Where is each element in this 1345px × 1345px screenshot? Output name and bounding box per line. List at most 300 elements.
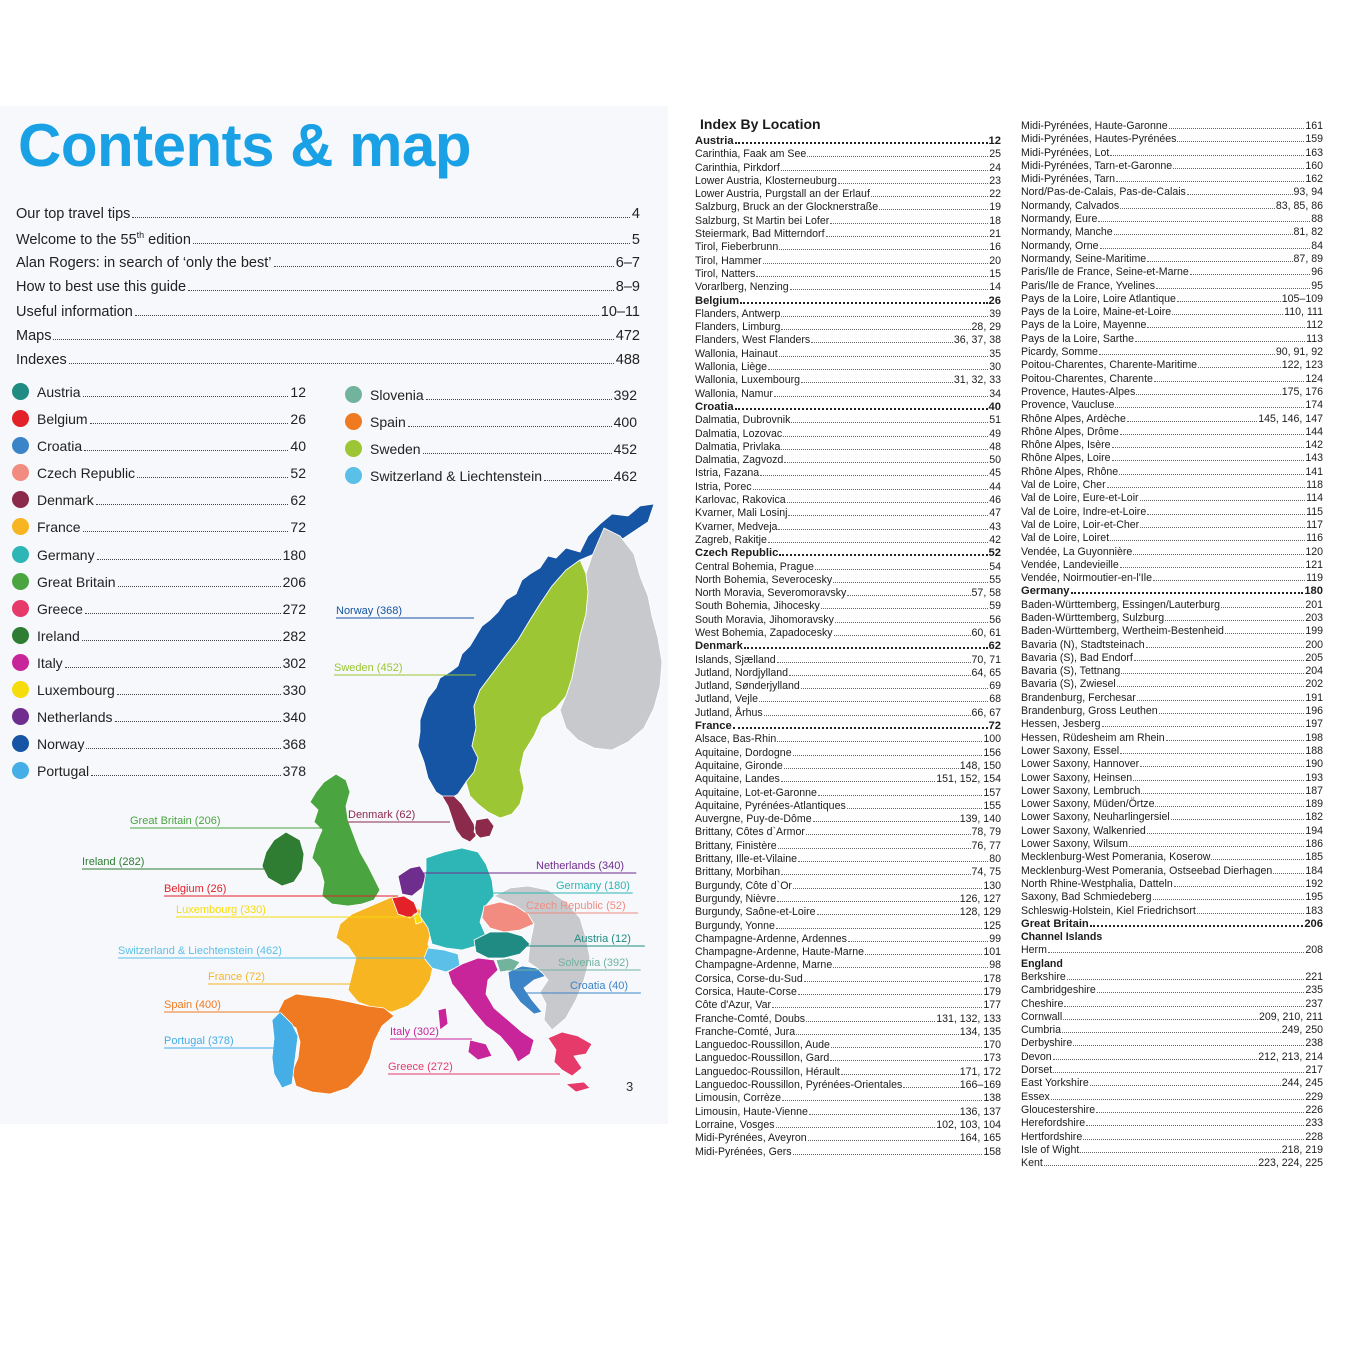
- index-entry[interactable]: [1021, 1157, 1323, 1170]
- index-entry[interactable]: [1021, 173, 1323, 186]
- dot-leader: [793, 755, 983, 756]
- index-entry-page: 22: [989, 188, 1001, 201]
- index-entry[interactable]: [695, 973, 1001, 986]
- index-entry[interactable]: [695, 1039, 1001, 1052]
- index-entry-page: 134, 135: [959, 1025, 1001, 1038]
- index-entry-name: Istria, Porec: [695, 480, 752, 493]
- index-entry[interactable]: [695, 787, 1001, 800]
- dot-leader: [1154, 381, 1304, 382]
- map-label-ireland: Ireland (282): [82, 856, 145, 868]
- dot-leader: [787, 502, 989, 503]
- index-entry[interactable]: [1021, 745, 1323, 758]
- index-entry[interactable]: [1021, 253, 1323, 266]
- index-entry-page: 55: [989, 573, 1001, 586]
- dot-leader: [1112, 447, 1305, 448]
- dot-leader: [1129, 846, 1304, 847]
- index-entry[interactable]: [1021, 532, 1323, 545]
- index-entry-name: Dalmatia, Zagvozd: [695, 454, 784, 467]
- index-entry[interactable]: [695, 574, 1001, 587]
- map-label-slovenia: Solvenia (392): [558, 957, 629, 969]
- index-entry-page: 185: [1305, 851, 1323, 864]
- index-entry-page: 18: [989, 214, 1001, 227]
- index-entry[interactable]: [1021, 439, 1323, 452]
- country-page: 462: [613, 468, 637, 485]
- index-entry[interactable]: [695, 1092, 1001, 1105]
- map-label-belgium: Belgium (26): [164, 883, 227, 895]
- index-entry[interactable]: [1021, 546, 1323, 559]
- index-entry-name: Herefordshire: [1021, 1117, 1086, 1130]
- index-entry[interactable]: [695, 986, 1001, 999]
- country-name: Switzerland & Liechtenstein: [370, 468, 542, 485]
- index-entry-page: 238: [1305, 1037, 1323, 1050]
- index-entry-name: Brittany, Finistère: [695, 839, 777, 852]
- index-entry-name: Midi-Pyrénées, Gers: [695, 1145, 792, 1158]
- index-entry-page: 100: [983, 733, 1001, 746]
- index-entry[interactable]: [1021, 266, 1323, 279]
- dot-leader: [1102, 726, 1305, 727]
- dot-leader: [788, 515, 988, 516]
- country-name: Sweden: [370, 441, 421, 458]
- index-entry[interactable]: [695, 1052, 1001, 1065]
- dot-leader: [817, 914, 959, 915]
- index-entry[interactable]: [695, 600, 1001, 613]
- index-entry[interactable]: [1021, 732, 1323, 745]
- index-entry[interactable]: [695, 374, 1001, 387]
- index-entry[interactable]: [695, 1026, 1001, 1039]
- index-entry-page: 110, 111: [1284, 306, 1323, 319]
- index-entry[interactable]: [695, 162, 1001, 175]
- index-entry-page: 202: [1305, 678, 1323, 691]
- index-entry[interactable]: [695, 148, 1001, 161]
- index-entry[interactable]: [695, 388, 1001, 401]
- dot-leader: [1120, 208, 1275, 209]
- dot-leader: [1153, 580, 1305, 581]
- index-entry[interactable]: [1021, 758, 1323, 771]
- index-entry-name: Midi-Pyrénées, Aveyron: [695, 1132, 807, 1145]
- index-entry[interactable]: [1021, 1104, 1323, 1117]
- dot-leader: [871, 196, 988, 197]
- dot-leader: [1165, 620, 1304, 621]
- index-entry-page: 44: [989, 480, 1001, 493]
- dot-leader: [1141, 793, 1304, 794]
- index-entry-page: 196: [1305, 705, 1323, 718]
- dot-leader: [879, 209, 988, 210]
- index-entry[interactable]: [695, 1146, 1001, 1159]
- index-country-heading[interactable]: [695, 547, 1001, 560]
- dot-leader: [781, 449, 988, 450]
- index-entry-page: 46: [989, 494, 1001, 507]
- index-entry-name: Franche-Comté, Doubs: [695, 1012, 806, 1025]
- index-entry[interactable]: [1021, 639, 1323, 652]
- index-entry-page: 60, 61: [971, 626, 1001, 639]
- index-entry[interactable]: [1021, 705, 1323, 718]
- index-entry[interactable]: [1021, 200, 1323, 213]
- index-entry[interactable]: [1021, 426, 1323, 439]
- index-entry[interactable]: [695, 760, 1001, 773]
- index-entry[interactable]: [695, 1132, 1001, 1145]
- dot-leader: [768, 369, 988, 370]
- index-entry[interactable]: [695, 507, 1001, 520]
- index-entry[interactable]: [1021, 1131, 1323, 1144]
- dot-leader: [753, 489, 989, 490]
- dot-leader: [1225, 633, 1304, 634]
- index-entry-name: Picardy, Somme: [1021, 346, 1098, 359]
- map-label-netherlands: Netherlands (340): [536, 860, 625, 872]
- dot-leader: [1116, 181, 1304, 182]
- index-entry[interactable]: [1021, 838, 1323, 851]
- index-entry[interactable]: [695, 654, 1001, 667]
- index-entry[interactable]: [1021, 678, 1323, 691]
- index-entry-name: Aquitaine, Lot-et-Garonne: [695, 786, 817, 799]
- country-page: 72: [290, 519, 306, 536]
- index-entry-name: Limousin, Corrèze: [695, 1092, 781, 1105]
- index-entry[interactable]: [1021, 718, 1323, 731]
- index-entry[interactable]: [695, 201, 1001, 214]
- index-entry-name: Carinthia, Pirkdorf: [695, 161, 780, 174]
- index-entry[interactable]: [695, 627, 1001, 640]
- index-country-heading[interactable]: [695, 401, 1001, 414]
- index-entry[interactable]: [695, 920, 1001, 933]
- index-country-heading[interactable]: [695, 720, 1001, 733]
- index-entry-page: 174: [1305, 399, 1323, 412]
- index-entry-page: 226: [1305, 1103, 1323, 1116]
- index-entry-page: 124: [1305, 372, 1323, 385]
- index-entry[interactable]: [1021, 452, 1323, 465]
- index-entry[interactable]: [695, 215, 1001, 228]
- dot-leader: [791, 422, 988, 423]
- index-entry[interactable]: [1021, 213, 1323, 226]
- index-entry-name: Midi-Pyrénées, Tarn-et-Garonne: [1021, 159, 1173, 172]
- index-entry[interactable]: [1021, 386, 1323, 399]
- index-entry-name: Brittany, Ille-et-Vilaine: [695, 853, 798, 866]
- country-page: 282: [282, 627, 306, 644]
- index-entry-page: 125: [983, 919, 1001, 932]
- index-entry[interactable]: [695, 1013, 1001, 1026]
- index-entry-name: Vendée, Landevieille: [1021, 558, 1119, 571]
- dot-leader: [801, 688, 988, 689]
- index-entry[interactable]: [695, 946, 1001, 959]
- map-label-sweden: Sweden (452): [334, 662, 403, 674]
- index-entry[interactable]: [1021, 399, 1323, 412]
- index-entry[interactable]: [1021, 891, 1323, 904]
- index-entry[interactable]: [695, 1106, 1001, 1119]
- index-entry[interactable]: [695, 255, 1001, 268]
- index-entry[interactable]: [695, 467, 1001, 480]
- index-entry[interactable]: [695, 707, 1001, 720]
- country-page: 452: [613, 441, 637, 458]
- index-entry-page: 144: [1305, 425, 1323, 438]
- index-entry-name: Lower Saxony, Müden/Örtze: [1021, 798, 1155, 811]
- index-entry-name: Lower Saxony, Essel: [1021, 744, 1120, 757]
- index-entry[interactable]: [695, 733, 1001, 746]
- index-entry-page: 80: [989, 853, 1001, 866]
- index-entry-page: 31, 32, 33: [953, 374, 1001, 387]
- index-entry[interactable]: [1021, 625, 1323, 638]
- index-entry-page: 117: [1306, 518, 1323, 531]
- index-entry[interactable]: [695, 667, 1001, 680]
- country-name: Greece: [37, 600, 83, 617]
- index-entry-name: Cambridgeshire: [1021, 984, 1096, 997]
- index-entry-page: 143: [1305, 452, 1323, 465]
- dot-leader: [781, 329, 970, 330]
- country-name: Denmark: [37, 492, 94, 509]
- index-entry-name: Jutland, Nordjylland: [695, 666, 789, 679]
- dot-leader: [835, 622, 988, 623]
- index-entry-name: Belgium: [695, 294, 740, 307]
- index-entry[interactable]: [1021, 612, 1323, 625]
- index-entry[interactable]: [1021, 1117, 1323, 1130]
- dot-leader: [1097, 992, 1305, 993]
- index-entry[interactable]: [695, 959, 1001, 972]
- country-page: 180: [282, 546, 306, 563]
- index-entry[interactable]: [1021, 280, 1323, 293]
- index-entry[interactable]: [695, 494, 1001, 507]
- index-entry-name: Bavaria (N), Stadtsteinach: [1021, 638, 1145, 651]
- index-country-heading[interactable]: [1021, 585, 1323, 598]
- index-entry-page: 198: [1305, 731, 1323, 744]
- index-entry-page: 233: [1305, 1117, 1323, 1130]
- index-entry[interactable]: [695, 906, 1001, 919]
- index-entry[interactable]: [1021, 413, 1323, 426]
- index-entry[interactable]: [695, 826, 1001, 839]
- dot-leader: [1064, 1006, 1304, 1007]
- index-entry[interactable]: [1021, 798, 1323, 811]
- index-entry[interactable]: [1021, 147, 1323, 160]
- index-entry[interactable]: [695, 228, 1001, 241]
- index-country-heading[interactable]: [1021, 918, 1323, 931]
- index-entry-name: Vendée, Noirmoutier-en-l'Ile: [1021, 572, 1152, 585]
- index-entry-name: Derbyshire: [1021, 1037, 1073, 1050]
- index-entry-page: 131, 132, 133: [936, 1012, 1001, 1025]
- country-name: Slovenia: [370, 387, 424, 403]
- index-entry-page: 96: [1311, 266, 1323, 279]
- index-entry[interactable]: [1021, 998, 1323, 1011]
- index-entry[interactable]: [1021, 865, 1323, 878]
- index-entry[interactable]: [1021, 878, 1323, 891]
- dot-leader: [1187, 194, 1293, 195]
- index-entry-name: Jutland, Århus: [695, 706, 763, 719]
- country-page: 330: [282, 682, 306, 699]
- index-entry[interactable]: [695, 813, 1001, 826]
- index-entry[interactable]: [1021, 825, 1323, 838]
- index-entry[interactable]: [1021, 811, 1323, 824]
- index-entry-page: 164, 165: [959, 1132, 1001, 1145]
- map-label-croatia: Croatia (40): [570, 980, 629, 992]
- index-entry-name: Languedoc-Roussillon, Gard: [695, 1052, 830, 1065]
- index-entry[interactable]: [1021, 120, 1323, 133]
- index-entry[interactable]: [1021, 1064, 1323, 1077]
- index-entry[interactable]: [695, 361, 1001, 374]
- dot-leader: [1120, 567, 1305, 568]
- map-label-austria: Austria (12): [574, 933, 631, 945]
- dot-leader: [1115, 407, 1304, 408]
- index-entry-page: 212, 213, 214: [1258, 1050, 1323, 1063]
- dot-leader: [1107, 487, 1306, 488]
- index-entry-name: Normandy, Orne: [1021, 239, 1099, 252]
- index-entry[interactable]: [695, 188, 1001, 201]
- dot-leader: [1135, 341, 1305, 342]
- index-entry[interactable]: [695, 308, 1001, 321]
- toc-entry-label: Maps: [16, 327, 52, 344]
- index-entry-name: Flanders, Antwerp: [695, 307, 781, 320]
- index-entry[interactable]: [1021, 1024, 1323, 1037]
- index-entry[interactable]: [1021, 559, 1323, 572]
- index-entry-page: 179: [983, 986, 1001, 998]
- index-entry[interactable]: [695, 693, 1001, 706]
- index-entry[interactable]: [695, 840, 1001, 853]
- index-entry[interactable]: [695, 1119, 1001, 1132]
- index-entry[interactable]: [1021, 1144, 1323, 1157]
- index-entry-name: Tirol, Fieberbrunn: [695, 241, 779, 254]
- index-entry[interactable]: [1021, 1037, 1323, 1050]
- index-entry[interactable]: [1021, 692, 1323, 705]
- map-great-britain: [310, 774, 380, 906]
- index-entry-page: 175, 176: [1281, 385, 1323, 398]
- index-entry[interactable]: [695, 880, 1001, 893]
- index-entry[interactable]: [695, 561, 1001, 574]
- index-entry-page: 195: [1305, 891, 1323, 904]
- index-entry-page: 177: [983, 999, 1001, 1012]
- index-entry-name: Burgundy, Côte d`Or: [695, 879, 792, 892]
- index-entry-page: 47: [989, 507, 1001, 520]
- index-entry[interactable]: [1021, 226, 1323, 239]
- index-entry-name: Jutland, Vejle: [695, 693, 759, 706]
- index-entry[interactable]: [695, 441, 1001, 454]
- index-entry[interactable]: [695, 747, 1001, 760]
- index-entry[interactable]: [1021, 319, 1323, 332]
- index-entry[interactable]: [1021, 346, 1323, 359]
- dot-leader: [1174, 886, 1305, 887]
- index-entry[interactable]: [1021, 240, 1323, 253]
- dot-leader: [779, 249, 988, 250]
- index-entry[interactable]: [695, 175, 1001, 188]
- index-entry[interactable]: [695, 853, 1001, 866]
- index-entry-name: Provence, Vaucluse: [1021, 399, 1115, 412]
- index-entry-page: 204: [1305, 665, 1323, 678]
- index-entry-page: 64, 65: [971, 666, 1001, 679]
- index-entry-page: 118: [1306, 479, 1323, 492]
- index-entry[interactable]: [695, 534, 1001, 547]
- index-entry-page: 25: [989, 148, 1001, 161]
- index-entry[interactable]: [695, 680, 1001, 693]
- index-entry[interactable]: [1021, 1091, 1323, 1104]
- index-entry[interactable]: [1021, 160, 1323, 173]
- index-entry[interactable]: [695, 521, 1001, 534]
- index-entry[interactable]: [1021, 506, 1323, 519]
- index-entry[interactable]: [1021, 785, 1323, 798]
- index-entry-name: Auvergne, Puy-de-Dôme: [695, 813, 812, 826]
- toc-entry-label: Alan Rogers: in search of ‘only the best’: [16, 254, 272, 271]
- index-entry-name: Gloucestershire: [1021, 1103, 1096, 1116]
- dot-leader: [1169, 128, 1305, 129]
- index-entry-page: 148, 150: [959, 759, 1001, 772]
- index-entry-page: 237: [1305, 997, 1323, 1010]
- index-country-heading[interactable]: [695, 640, 1001, 653]
- index-entry[interactable]: [695, 428, 1001, 441]
- index-entry[interactable]: [1021, 652, 1323, 665]
- index-entry[interactable]: [1021, 492, 1323, 505]
- index-entry-page: 114: [1306, 492, 1323, 505]
- index-entry[interactable]: [1021, 1011, 1323, 1024]
- index-entry[interactable]: [695, 614, 1001, 627]
- index-entry[interactable]: [695, 999, 1001, 1012]
- index-entry-page: 156: [983, 746, 1001, 759]
- index-entry[interactable]: [1021, 1077, 1323, 1090]
- index-entry[interactable]: [1021, 133, 1323, 146]
- index-entry[interactable]: [1021, 359, 1323, 372]
- index-entry[interactable]: [1021, 971, 1323, 984]
- index-entry-page: 201: [1305, 598, 1323, 611]
- index-entry[interactable]: [1021, 479, 1323, 492]
- index-entry[interactable]: [695, 1066, 1001, 1079]
- index-entry[interactable]: [695, 933, 1001, 946]
- index-entry[interactable]: [695, 800, 1001, 813]
- index-entry[interactable]: [1021, 306, 1323, 319]
- dot-leader: [1177, 301, 1281, 302]
- index-country-heading[interactable]: [695, 135, 1001, 148]
- index-entry-page: 151, 152, 154: [936, 773, 1001, 786]
- index-country-heading[interactable]: [695, 295, 1001, 308]
- index-entry[interactable]: [695, 268, 1001, 281]
- index-entry[interactable]: [1021, 466, 1323, 479]
- index-entry-name: Pays de la Loire, Sarthe: [1021, 332, 1135, 345]
- country-name: Belgium: [37, 411, 88, 428]
- index-entry[interactable]: [695, 281, 1001, 294]
- index-entry[interactable]: [1021, 665, 1323, 678]
- index-entry-page: 28, 29: [971, 321, 1001, 334]
- index-entry-page: 209, 210, 211: [1258, 1010, 1323, 1023]
- index-entry[interactable]: [695, 587, 1001, 600]
- index-entry-name: Pays de la Loire, Mayenne: [1021, 319, 1147, 332]
- index-entry[interactable]: [1021, 772, 1323, 785]
- index-entry[interactable]: [695, 866, 1001, 879]
- index-entry[interactable]: [695, 893, 1001, 906]
- dot-leader: [798, 861, 988, 862]
- index-entry[interactable]: [1021, 293, 1323, 306]
- index-entry[interactable]: [1021, 1051, 1323, 1064]
- index-entry[interactable]: [1021, 944, 1323, 957]
- index-entry-name: Lower Austria, Klosterneuburg: [695, 174, 837, 187]
- index-entry[interactable]: [1021, 572, 1323, 585]
- index-entry[interactable]: [695, 773, 1001, 786]
- index-entry-page: 40: [988, 400, 1001, 413]
- map-germany: [420, 848, 494, 950]
- index-entry[interactable]: [1021, 599, 1323, 612]
- index-entry[interactable]: [695, 481, 1001, 494]
- index-entry[interactable]: [695, 241, 1001, 254]
- index-entry[interactable]: [695, 454, 1001, 467]
- index-entry-page: 178: [983, 972, 1001, 985]
- index-entry[interactable]: [695, 1079, 1001, 1092]
- index-entry[interactable]: [1021, 186, 1323, 199]
- index-entry[interactable]: [695, 348, 1001, 361]
- index-entry-name: Aquitaine, Landes: [695, 773, 780, 786]
- index-entry-page: 121: [1305, 558, 1323, 571]
- index-entry[interactable]: [695, 321, 1001, 334]
- index-entry[interactable]: [1021, 984, 1323, 997]
- index-entry[interactable]: [695, 414, 1001, 427]
- index-entry[interactable]: [1021, 333, 1323, 346]
- index-entry-name: Rhône Alpes, Drôme: [1021, 425, 1119, 438]
- index-entry[interactable]: [695, 334, 1001, 347]
- index-entry[interactable]: [1021, 519, 1323, 532]
- country-name: Italy: [37, 654, 63, 671]
- index-entry[interactable]: [1021, 851, 1323, 864]
- index-entry-name: Dalmatia, Dubrovnik: [695, 414, 791, 427]
- index-entry[interactable]: [1021, 905, 1323, 918]
- index-entry[interactable]: [1021, 373, 1323, 386]
- dot-leader: [833, 582, 988, 583]
